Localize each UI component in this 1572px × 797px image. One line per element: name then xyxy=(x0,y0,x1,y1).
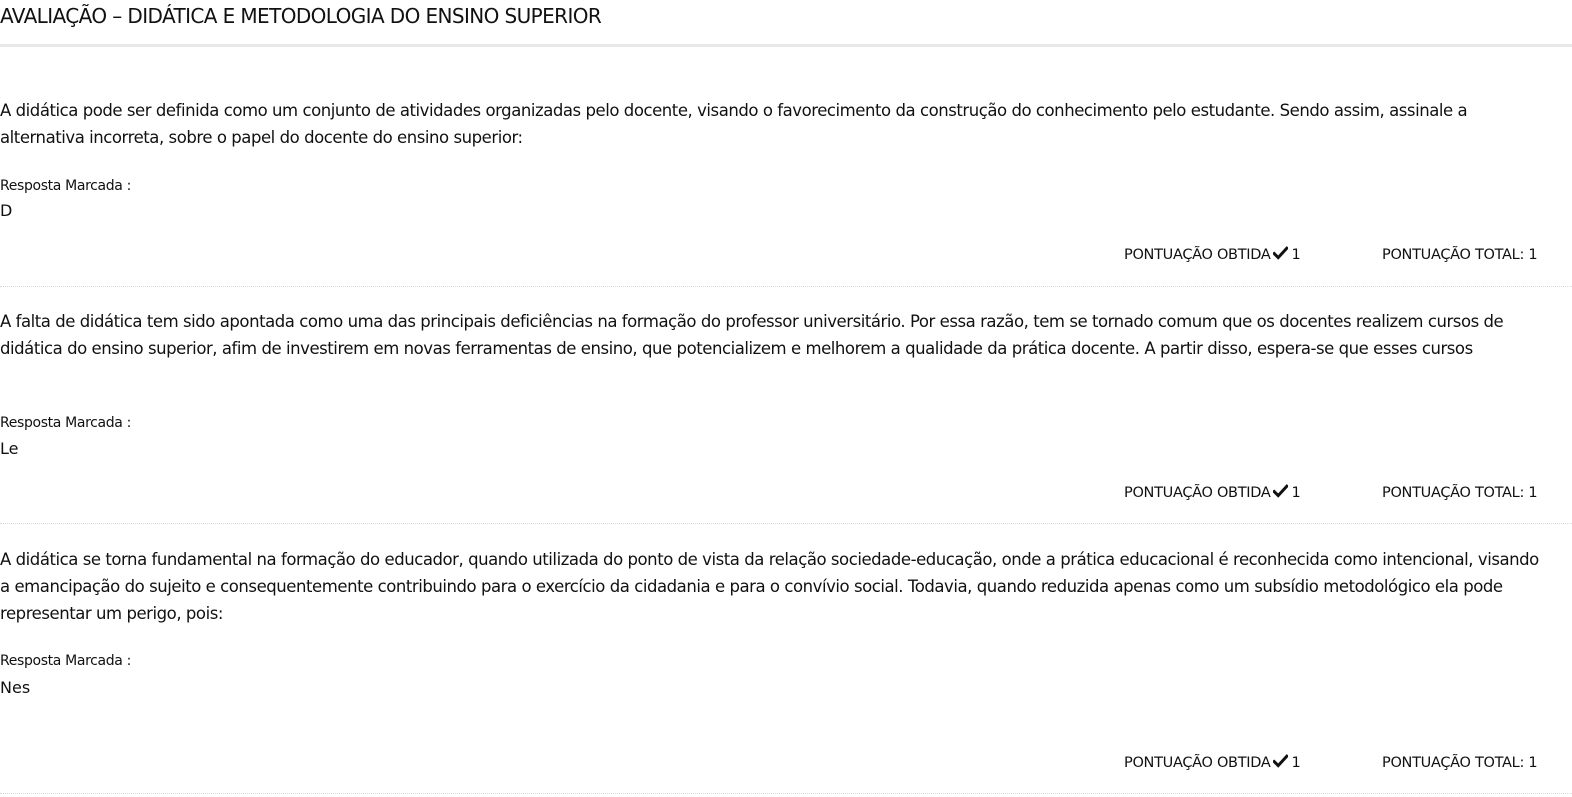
score-obtained-value: 1 xyxy=(1291,755,1301,771)
question-text: A didática pode ser definida como um conjunto de atividades organizadas pelo docente, visando o favorecimento da construção do conhecimento pelo estudante. Sendo assim, assinale a alternativa incorreta, sobre o papel do docente do ensino superior: xyxy=(0,101,1468,147)
score-total: PONTUAÇÃO TOTAL: 1 xyxy=(1382,485,1538,501)
question-text: A didática se torna fundamental na formação do educador, quando utilizada do ponto de vista da relação sociedade-educação, onde a prática educacional é reconhecida como intencional, visando a emancipação do sujeito e consequentemente contribuindo para o exercício da cidadania e para o convívio social. Todavia, quando reduzida apenas como um subsídio metodológico ela pode representar um perigo, pois: xyxy=(0,550,1539,623)
score-obtained xyxy=(1124,245,1300,265)
answer-value: Nes xyxy=(0,678,31,697)
score-obtained xyxy=(1124,753,1300,773)
answer-label: Resposta Marcada : xyxy=(0,653,131,669)
answer-label: Resposta Marcada : xyxy=(0,178,131,194)
check-icon xyxy=(1273,246,1288,260)
answer-label: Resposta Marcada : xyxy=(0,415,131,431)
score-total: PONTUAÇÃO TOTAL: 1 xyxy=(1382,247,1538,263)
check-icon xyxy=(1273,754,1288,768)
answer-value: Le xyxy=(0,439,19,458)
score-obtained-label: PONTUAÇÃO OBTIDA xyxy=(1124,755,1271,771)
score-obtained-value: 1 xyxy=(1291,485,1301,501)
score-obtained-label: PONTUAÇÃO OBTIDA xyxy=(1124,485,1271,501)
score-obtained xyxy=(1124,483,1300,503)
question-text: A falta de didática tem sido apontada como uma das principais deficiências na formação do professor universitário. Por essa razão, tem se tornado comum que os docentes realizem cursos de didática do ensino superior, afim de investirem em novas ferramentas de ensino, que potencializem e melhorem a qualidade da prática docente. A partir disso, espera-se que esses cursos xyxy=(0,312,1504,358)
score-obtained-label: PONTUAÇÃO OBTIDA xyxy=(1124,247,1271,263)
answer-value: D xyxy=(0,201,13,220)
score-obtained-value: 1 xyxy=(1291,247,1301,263)
question-divider xyxy=(0,286,1572,287)
check-icon xyxy=(1273,484,1288,498)
score-total: PONTUAÇÃO TOTAL: 1 xyxy=(1382,755,1538,771)
page-title: AVALIAÇÃO – DIDÁTICA E METODOLOGIA DO ENSINO SUPERIOR xyxy=(0,4,602,28)
question-divider xyxy=(0,793,1572,794)
question-divider xyxy=(0,523,1572,524)
title-bar xyxy=(0,0,1572,47)
